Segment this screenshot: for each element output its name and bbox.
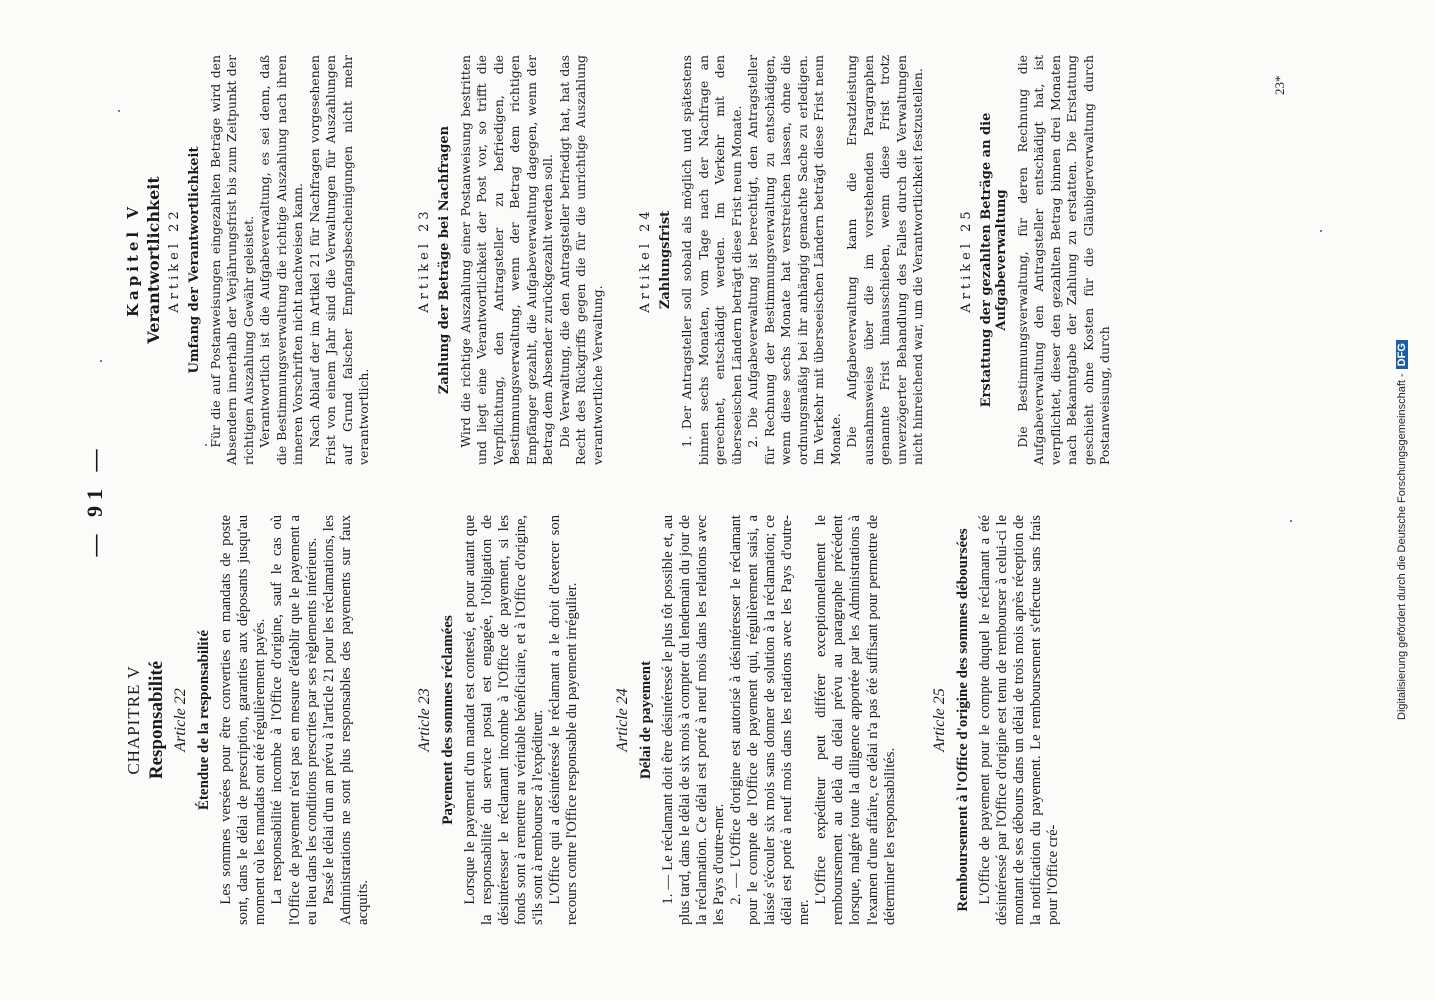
- de-art25-label: Artikel 25: [958, 207, 974, 313]
- de-art23-p1: Wird die richtige Auszahlung einer Postanweisung bestritten und liegt eine Verantwortlichkeit der Post vor, so trifft die Verpflichtung, den Antragsteller zu befriedigen, die Bestimmungsverwaltung, wenn der Betrag dem richtigen Empfänger gezahlt, die Aufgabeverwaltung dagegen, wenn der Betrag dem Absender zurückgezahlt werden soll.: [457, 55, 556, 465]
- fr-art24-p1: 1. — Le réclamant doit être désintéressé le plus tôt possible et, au plus tard, dans le délai de six mois à compter du lendemain du jour de la réclamation. Ce délai est porté à neuf mois dans les relations avec les Pays d'outre-mer.: [659, 515, 727, 925]
- de-art24-p2: 2. Die Aufgabeverwaltung ist berechtigt, den Antragsteller für Rechnung der Bestimmungsverwaltung zu entschädigen, wenn diese sechs Monate hat verstreichen lassen, ohne die ordnungsmäßig bei ihr anhängig gemachte Sache zu erledigen. Im Verkehr mit überseeischen Ländern beträgt diese Frist neun Monate.: [745, 55, 843, 465]
- fr-art23-p1: Lorsque le payement d'un mandat est contesté, et pour autant que la responsabilité du service postal est engagée, l'obligation de désintéresser le réclamant incombe à l'Office de payement, si les fonds sont à remettre au véritable bénéficiaire, et à l'Office d'origine, s'ils sont à rembourser à l'expéditeur.: [462, 515, 547, 925]
- de-art23-label: Artikel 23: [416, 207, 432, 313]
- fr-title: Responsabilité: [146, 660, 167, 780]
- fr-art25-heading: Remboursement à l'Office d'origine des sommes déboursées: [954, 528, 971, 912]
- scan-speck: [118, 110, 120, 112]
- fr-chapter: CHAPITRE V: [124, 665, 143, 775]
- french-column: [124, 515, 1062, 925]
- scan-speck: [100, 360, 102, 362]
- fr-art25-label: Article 25: [930, 688, 948, 752]
- de-art22-label: Artikel 22: [167, 207, 182, 313]
- scan-speck: [1290, 520, 1292, 522]
- dfg-logo: DFG: [1396, 340, 1408, 369]
- fr-art22-p1: Les sommes versées pour être converties en mandats de poste sont, dans le délai de prescription, garanties aux déposants jusqu'au moment où les mandats ont été régulièrement payés.: [218, 515, 269, 925]
- rotated-document-page: [82, 5, 1302, 995]
- page-number: — 91 —: [82, 443, 107, 557]
- de-art24-p3: Die Aufgabeverwaltung kann die Ersatzleistung ausnahmsweise über die im vorstehenden Paragraphen genannte Frist hinausschieben, wenn diese Frist trotz unverzögerter Behandlung des Falles durch die Verwaltungen nicht hinreichend war, um die Verantwortlichkeit festzustellen.: [844, 55, 926, 465]
- de-art23-p2: Die Verwaltung, die den Antragsteller befriedigt hat, hat das Recht des Rückgriffs gegen die für die unrichtige Auszahlung verantwortliche Verwaltung.: [556, 55, 605, 465]
- de-art22-p3: Nach Ablauf der im Artikel 21 für Nachfragen vorgesehenen Frist von einem Jahr sind die Verwaltungen für Auszahlungen auf Grund falscher Empfangsbescheinigungen nicht mehr verantwortlich.: [306, 55, 372, 465]
- fr-art22-p2: La responsabilité incombe à l'Office d'origine, sauf le cas où l'Office de payement n'est pas en mesure d'établir que le payement a eu lieu dans les conditions prescrites par ses règlements intérieurs.: [269, 515, 320, 925]
- digitization-credit: [1396, 40, 1408, 720]
- de-art22-heading: Umfang der Verantwortlichkeit: [187, 146, 202, 374]
- de-art25-p1: Die Bestimmungsverwaltung, für deren Rechnung die Aufgabeverwaltung den Antragsteller entschädigt hat, ist verpflichtet, dieser den gezahlten Betrag binnen drei Monaten nach Bekanntgabe der Zahlung zu erstatten. Die Erstattung geschieht ohne Kosten für die Gläubigerverwaltung durch Postanweisung, durch: [1014, 55, 1113, 465]
- de-title: Verantwortlichkeit: [144, 176, 163, 344]
- fr-art23-heading: Payement des sommes réclamées: [439, 615, 456, 825]
- de-art24-p1: 1. Der Antragsteller soll sobald als möglich und spätestens binnen sechs Monaten, vom Tage nach der Nachfrage an gerechnet, entschädigt werden. Im Verkehr mit den überseeischen Ländern beträgt diese Frist neun Monate.: [679, 55, 744, 465]
- de-art24-heading: Zahlungsfrist: [658, 210, 674, 310]
- de-art25-heading: Erstattung der gezahlten Beträge an die Aufgabeverwaltung: [978, 112, 1009, 408]
- fr-art24-p2: 2. — L'Office d'origine est autorisé à désintéresser le réclamant pour le compte de l'Office de payement qui, régulièrement saisi, a laissé s'écouler six mois sans donner de solution à la réclamation; ce délai est porté à neuf mois dans les relations avec les Pays d'outre-mer.: [728, 515, 813, 925]
- credit-text: Digitalisierung gefördert durch die Deutsche Forschungsgemeinschaft -: [1396, 373, 1408, 720]
- fr-art22-p3: Passé le délai d'un an prévu à l'article 21 pour les réclamations, les Administrations ne sont plus responsables des payements sur faux acquits.: [320, 515, 371, 925]
- de-art23-heading: Zahlung der Beträge bei Nachfragen: [436, 125, 452, 395]
- printer-signature: 23*: [1272, 75, 1287, 95]
- fr-art25-p1: L'Office de payement pour le compte duquel le réclamant a été désintéressé par l'Office d'origine est tenu de rembourser à celui-ci le montant de ses débours dans un délai de trois mois après réception de la notification du payement. Le remboursement s'effectue sans frais pour l'Office cré-: [976, 515, 1062, 925]
- fr-art22-label: Article 22: [172, 688, 189, 752]
- digitization-sidebar: [1396, 0, 1434, 1000]
- scan-speck: [205, 444, 207, 446]
- german-column: [124, 55, 1114, 465]
- de-art22-p2: Verantwortlich ist die Aufgabeverwaltung, es sei denn, daß die Bestimmungsverwaltung die richtige Auszahlung nach ihren inneren Vorschriften nicht nachweisen kann.: [257, 55, 306, 465]
- fr-art23-p2: L'Office qui a désintéressé le réclamant a le droit d'exercer son recours contre l'Office responsable du payement irrégulier.: [547, 515, 581, 925]
- fr-art23-label: Article 23: [415, 688, 433, 752]
- fr-art24-label: Article 24: [613, 688, 631, 752]
- scan-speck: [1320, 230, 1322, 232]
- de-art22-p1: Für die auf Postanweisungen eingezahlten Beträge wird den Absendern innerhalb der Verjährungsfrist bis zum Zeitpunkt der richtigen Auszahlung Gewähr geleistet.: [207, 55, 256, 465]
- de-chapter: Kapitel V: [124, 203, 142, 317]
- fr-art24-heading: Délai de payement: [637, 660, 654, 780]
- fr-art22-heading: Étendue de la responsabilité: [196, 629, 212, 811]
- de-art24-label: Artikel 24: [638, 207, 654, 313]
- fr-art24-p3: L'Office expéditeur peut différer exceptionnellement le remboursement au delà du délai prévu au paragraphe précédent lorsque, malgré toute la diligence apportée par les Administrations à l'examen d'une affaire, ce délai n'a pas été suffisant pour permettre de déterminer les responsabilités.: [813, 515, 898, 925]
